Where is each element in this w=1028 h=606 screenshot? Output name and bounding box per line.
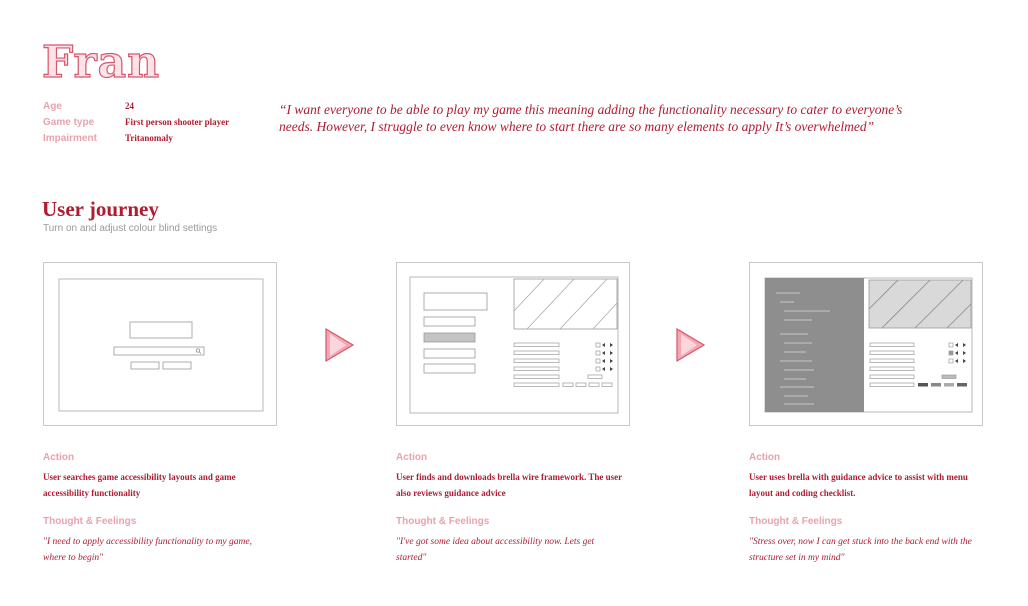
- impairment-label: Impairment: [43, 133, 97, 144]
- menu-header-box: [424, 293, 487, 310]
- menu-item: [424, 317, 475, 326]
- step-2-action-label: Action: [396, 452, 428, 463]
- step-3-action-label: Action: [749, 452, 781, 463]
- persona-quote: “I want everyone to be able to play my game this meaning adding the functionality necessary to cater to everyone’s needs. However, I struggle to even know where to start there are so many elements to apply It’s overwhelmed”: [279, 102, 903, 134]
- menu-item-selected: [424, 333, 475, 342]
- step-1-action-label: Action: [43, 452, 75, 463]
- wireframe-search-bar: [114, 347, 204, 355]
- impairment-value: Tritanomaly: [125, 133, 173, 143]
- flow-arrow-2: [675, 327, 707, 363]
- age-value: 24: [125, 101, 134, 111]
- wireframe-guidance: [749, 262, 983, 426]
- wireframe-screen: [59, 279, 263, 411]
- section-subtitle: Turn on and adjust colour blind settings: [43, 223, 218, 234]
- step-1-feelings: "I need to apply accessibility functionality to my game, where to begin": [43, 537, 252, 563]
- step-3-feelings: "Stress over, now I can get stuck into the back end with the structure set in my mind": [749, 537, 972, 563]
- step-2-action: User finds and downloads brella wire framework. The user also reviews guidance advice: [396, 472, 622, 498]
- image-placeholder: [514, 279, 617, 329]
- wireframe-search: [43, 262, 277, 426]
- step-2-feelings-label: Thought & Feelings: [396, 516, 490, 527]
- code-overlay-panel: [765, 278, 864, 412]
- menu-item: [424, 364, 475, 373]
- wireframe-brella: [396, 262, 630, 426]
- persona-name: Fran: [42, 37, 161, 88]
- step-1-feelings-label: Thought & Feelings: [43, 516, 137, 527]
- age-label: Age: [43, 101, 62, 112]
- game-type-value: First person shooter player: [125, 117, 230, 127]
- game-type-label: Game type: [43, 117, 95, 128]
- wireframe-button-right: [163, 362, 191, 369]
- wireframe-button-left: [131, 362, 159, 369]
- step-1-action: User searches game accessibility layouts and game accessibility functionality: [43, 472, 236, 498]
- menu-item: [424, 349, 475, 358]
- step-3-feelings-label: Thought & Feelings: [749, 516, 843, 527]
- section-title: User journey: [42, 197, 159, 221]
- flow-arrow-1: [324, 327, 356, 363]
- step-3-action: User uses brella with guidance advice to assist with menu layout and coding checklist.: [749, 472, 968, 498]
- wireframe-logo-box: [130, 322, 192, 338]
- step-2-feelings: "I've got some idea about accessibility now. Lets get started": [396, 537, 595, 563]
